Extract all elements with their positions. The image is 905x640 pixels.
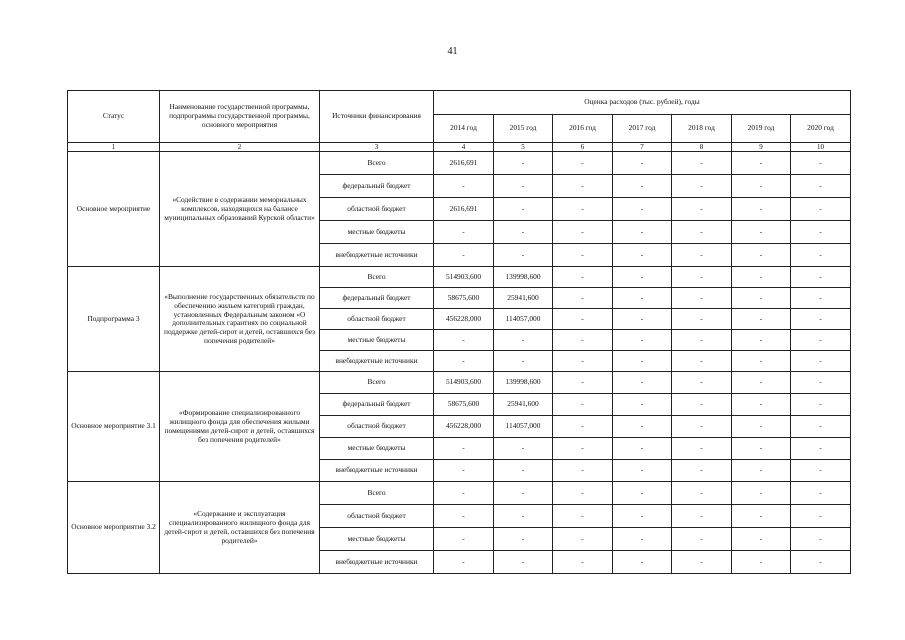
amount-cell: - bbox=[494, 221, 553, 244]
table-body bbox=[68, 152, 851, 574]
amount-cell: 2616,691 bbox=[434, 152, 494, 175]
funding-source-cell: местные бюджеты bbox=[320, 438, 434, 460]
status-cell: Основное мероприятие 3.1 bbox=[68, 372, 160, 482]
amount-cell: - bbox=[791, 416, 851, 438]
amount-cell: - bbox=[494, 330, 553, 351]
header-year: 2017 год bbox=[613, 115, 672, 143]
column-index: 4 bbox=[434, 143, 494, 152]
amount-cell: - bbox=[494, 551, 553, 574]
column-index: 8 bbox=[672, 143, 732, 152]
amount-cell: - bbox=[494, 198, 553, 221]
amount-cell: 58675,600 bbox=[434, 394, 494, 416]
amount-cell: - bbox=[732, 460, 791, 482]
amount-cell: - bbox=[553, 330, 613, 351]
amount-cell: - bbox=[791, 438, 851, 460]
status-cell: Подпрограмма 3 bbox=[68, 267, 160, 372]
amount-cell: 25941,600 bbox=[494, 394, 553, 416]
header-name: Наименование государственной программы, подпрограммы государственной программы, основного мероприятия bbox=[160, 91, 320, 143]
amount-cell: - bbox=[613, 551, 672, 574]
amount-cell: - bbox=[672, 482, 732, 505]
amount-cell: - bbox=[553, 460, 613, 482]
amount-cell: - bbox=[791, 198, 851, 221]
amount-cell: - bbox=[553, 267, 613, 288]
table-row bbox=[68, 372, 851, 394]
amount-cell: - bbox=[553, 288, 613, 309]
amount-cell: 456228,000 bbox=[434, 309, 494, 330]
funding-source-cell: Всего bbox=[320, 372, 434, 394]
amount-cell: - bbox=[494, 152, 553, 175]
amount-cell: - bbox=[613, 460, 672, 482]
column-index: 1 bbox=[68, 143, 160, 152]
amount-cell: - bbox=[494, 482, 553, 505]
amount-cell: - bbox=[672, 505, 732, 528]
amount-cell: 114057,000 bbox=[494, 309, 553, 330]
amount-cell: - bbox=[791, 505, 851, 528]
amount-cell: - bbox=[672, 460, 732, 482]
amount-cell: - bbox=[613, 330, 672, 351]
amount-cell: - bbox=[494, 175, 553, 198]
amount-cell: 2616,691 bbox=[434, 198, 494, 221]
expense-estimate-table bbox=[67, 90, 851, 574]
amount-cell: - bbox=[732, 288, 791, 309]
amount-cell: 456228,000 bbox=[434, 416, 494, 438]
program-name-cell: «Выполнение государственных обязательств по обеспечению жильем категорий граждан, установленных Федеральным законом «О дополнительных гарантиях по социальной поддержке детей-сирот и детей, оставшихся без попечения родителей» bbox=[160, 267, 320, 372]
amount-cell: - bbox=[613, 351, 672, 372]
table-row bbox=[68, 152, 851, 175]
amount-cell: - bbox=[732, 394, 791, 416]
amount-cell: - bbox=[553, 198, 613, 221]
amount-cell: - bbox=[434, 482, 494, 505]
amount-cell: - bbox=[732, 175, 791, 198]
column-index: 7 bbox=[613, 143, 672, 152]
funding-source-cell: местные бюджеты bbox=[320, 528, 434, 551]
funding-source-cell: областной бюджет bbox=[320, 198, 434, 221]
amount-cell: - bbox=[791, 528, 851, 551]
funding-source-cell: внебюджетные источники bbox=[320, 351, 434, 372]
amount-cell: - bbox=[494, 528, 553, 551]
amount-cell: - bbox=[672, 351, 732, 372]
amount-cell: - bbox=[672, 416, 732, 438]
amount-cell: - bbox=[791, 288, 851, 309]
funding-source-cell: внебюджетные источники bbox=[320, 244, 434, 267]
amount-cell: - bbox=[613, 288, 672, 309]
header-estimate: Оценка расходов (тыс. рублей), годы bbox=[434, 91, 851, 115]
amount-cell: - bbox=[613, 438, 672, 460]
amount-cell: - bbox=[672, 551, 732, 574]
amount-cell: - bbox=[553, 528, 613, 551]
funding-source-cell: Всего bbox=[320, 482, 434, 505]
amount-cell: - bbox=[732, 351, 791, 372]
amount-cell: - bbox=[613, 505, 672, 528]
amount-cell: - bbox=[732, 528, 791, 551]
amount-cell: - bbox=[613, 482, 672, 505]
amount-cell: - bbox=[434, 244, 494, 267]
amount-cell: 114057,000 bbox=[494, 416, 553, 438]
amount-cell: - bbox=[553, 394, 613, 416]
header-row bbox=[68, 91, 851, 115]
amount-cell: - bbox=[553, 551, 613, 574]
amount-cell: - bbox=[613, 198, 672, 221]
amount-cell: - bbox=[732, 244, 791, 267]
funding-source-cell: федеральный бюджет bbox=[320, 288, 434, 309]
amount-cell: - bbox=[434, 528, 494, 551]
funding-source-cell: областной бюджет bbox=[320, 309, 434, 330]
amount-cell: - bbox=[434, 438, 494, 460]
amount-cell: - bbox=[553, 152, 613, 175]
amount-cell: - bbox=[434, 175, 494, 198]
amount-cell: - bbox=[672, 267, 732, 288]
amount-cell: - bbox=[672, 175, 732, 198]
amount-cell: - bbox=[732, 309, 791, 330]
amount-cell: - bbox=[732, 267, 791, 288]
amount-cell: - bbox=[732, 482, 791, 505]
program-name-cell: «Содержание и эксплуатация специализированного жилищного фонда для детей-сирот и детей, оставшихся без попечения родителей» bbox=[160, 482, 320, 574]
amount-cell: - bbox=[791, 351, 851, 372]
amount-cell: - bbox=[613, 394, 672, 416]
page-number: 41 bbox=[447, 46, 458, 57]
funding-source-cell: областной бюджет bbox=[320, 505, 434, 528]
amount-cell: - bbox=[791, 394, 851, 416]
amount-cell: - bbox=[553, 482, 613, 505]
amount-cell: - bbox=[732, 198, 791, 221]
amount-cell: - bbox=[553, 505, 613, 528]
column-index: 2 bbox=[160, 143, 320, 152]
amount-cell: - bbox=[613, 416, 672, 438]
amount-cell: - bbox=[613, 221, 672, 244]
header-sources: Источники финансирования bbox=[320, 91, 434, 143]
amount-cell: - bbox=[672, 372, 732, 394]
amount-cell: - bbox=[732, 416, 791, 438]
amount-cell: - bbox=[791, 372, 851, 394]
amount-cell: - bbox=[672, 198, 732, 221]
column-index-row bbox=[68, 143, 851, 152]
amount-cell: - bbox=[613, 175, 672, 198]
amount-cell: - bbox=[672, 309, 732, 330]
amount-cell: - bbox=[732, 438, 791, 460]
amount-cell: - bbox=[494, 460, 553, 482]
header-year: 2019 год bbox=[732, 115, 791, 143]
amount-cell: - bbox=[434, 330, 494, 351]
amount-cell: - bbox=[791, 244, 851, 267]
amount-cell: - bbox=[732, 505, 791, 528]
header-status: Статус bbox=[68, 91, 160, 143]
amount-cell: - bbox=[434, 221, 494, 244]
amount-cell: - bbox=[494, 351, 553, 372]
amount-cell: 58675,600 bbox=[434, 288, 494, 309]
amount-cell: - bbox=[553, 244, 613, 267]
amount-cell: - bbox=[613, 267, 672, 288]
amount-cell: - bbox=[732, 152, 791, 175]
amount-cell: - bbox=[613, 309, 672, 330]
amount-cell: - bbox=[553, 221, 613, 244]
amount-cell: - bbox=[553, 175, 613, 198]
amount-cell: 139998,600 bbox=[494, 372, 553, 394]
amount-cell: - bbox=[613, 152, 672, 175]
amount-cell: - bbox=[494, 244, 553, 267]
amount-cell: 514903,600 bbox=[434, 267, 494, 288]
table-row bbox=[68, 482, 851, 505]
program-name-cell: «Содействие в содержании мемориальных комплексов, находящихся на балансе муниципальных образований Курской области» bbox=[160, 152, 320, 267]
amount-cell: - bbox=[672, 438, 732, 460]
amount-cell: - bbox=[732, 372, 791, 394]
amount-cell: - bbox=[791, 482, 851, 505]
program-name-cell: «Формирование специализированного жилищного фонда для обеспечения жилыми помещениями детей-сирот и детей, оставшихся без попечения родителей» bbox=[160, 372, 320, 482]
header-year: 2016 год bbox=[553, 115, 613, 143]
amount-cell: - bbox=[553, 372, 613, 394]
amount-cell: - bbox=[791, 175, 851, 198]
column-index: 6 bbox=[553, 143, 613, 152]
amount-cell: - bbox=[672, 244, 732, 267]
amount-cell: - bbox=[791, 267, 851, 288]
amount-cell: - bbox=[732, 330, 791, 351]
status-cell: Основное мероприятие 3.2 bbox=[68, 482, 160, 574]
amount-cell: 139998,600 bbox=[494, 267, 553, 288]
amount-cell: - bbox=[791, 330, 851, 351]
funding-source-cell: местные бюджеты bbox=[320, 221, 434, 244]
amount-cell: - bbox=[553, 416, 613, 438]
amount-cell: - bbox=[613, 244, 672, 267]
amount-cell: - bbox=[672, 152, 732, 175]
amount-cell: - bbox=[613, 372, 672, 394]
amount-cell: 514903,600 bbox=[434, 372, 494, 394]
amount-cell: - bbox=[553, 438, 613, 460]
amount-cell: - bbox=[434, 351, 494, 372]
amount-cell: - bbox=[791, 221, 851, 244]
table-row bbox=[68, 267, 851, 288]
amount-cell: - bbox=[494, 505, 553, 528]
amount-cell: - bbox=[553, 309, 613, 330]
amount-cell: - bbox=[553, 351, 613, 372]
amount-cell: - bbox=[672, 330, 732, 351]
header-year: 2018 год bbox=[672, 115, 732, 143]
header-year: 2014 год bbox=[434, 115, 494, 143]
amount-cell: - bbox=[732, 221, 791, 244]
amount-cell: - bbox=[791, 309, 851, 330]
funding-source-cell: внебюджетные источники bbox=[320, 551, 434, 574]
header-year: 2015 год bbox=[494, 115, 553, 143]
funding-source-cell: федеральный бюджет bbox=[320, 175, 434, 198]
amount-cell: 25941,600 bbox=[494, 288, 553, 309]
column-index: 3 bbox=[320, 143, 434, 152]
amount-cell: - bbox=[791, 460, 851, 482]
column-index: 10 bbox=[791, 143, 851, 152]
amount-cell: - bbox=[791, 152, 851, 175]
amount-cell: - bbox=[672, 288, 732, 309]
column-index: 9 bbox=[732, 143, 791, 152]
funding-source-cell: внебюджетные источники bbox=[320, 460, 434, 482]
amount-cell: - bbox=[434, 551, 494, 574]
amount-cell: - bbox=[791, 551, 851, 574]
header-year: 2020 год bbox=[791, 115, 851, 143]
funding-source-cell: областной бюджет bbox=[320, 416, 434, 438]
funding-source-cell: федеральный бюджет bbox=[320, 394, 434, 416]
amount-cell: - bbox=[494, 438, 553, 460]
amount-cell: - bbox=[434, 505, 494, 528]
funding-source-cell: Всего bbox=[320, 152, 434, 175]
funding-source-cell: местные бюджеты bbox=[320, 330, 434, 351]
amount-cell: - bbox=[613, 528, 672, 551]
amount-cell: - bbox=[732, 551, 791, 574]
amount-cell: - bbox=[672, 394, 732, 416]
funding-source-cell: Всего bbox=[320, 267, 434, 288]
status-cell: Основное мероприятие bbox=[68, 152, 160, 267]
amount-cell: - bbox=[672, 528, 732, 551]
column-index: 5 bbox=[494, 143, 553, 152]
amount-cell: - bbox=[434, 460, 494, 482]
amount-cell: - bbox=[672, 221, 732, 244]
